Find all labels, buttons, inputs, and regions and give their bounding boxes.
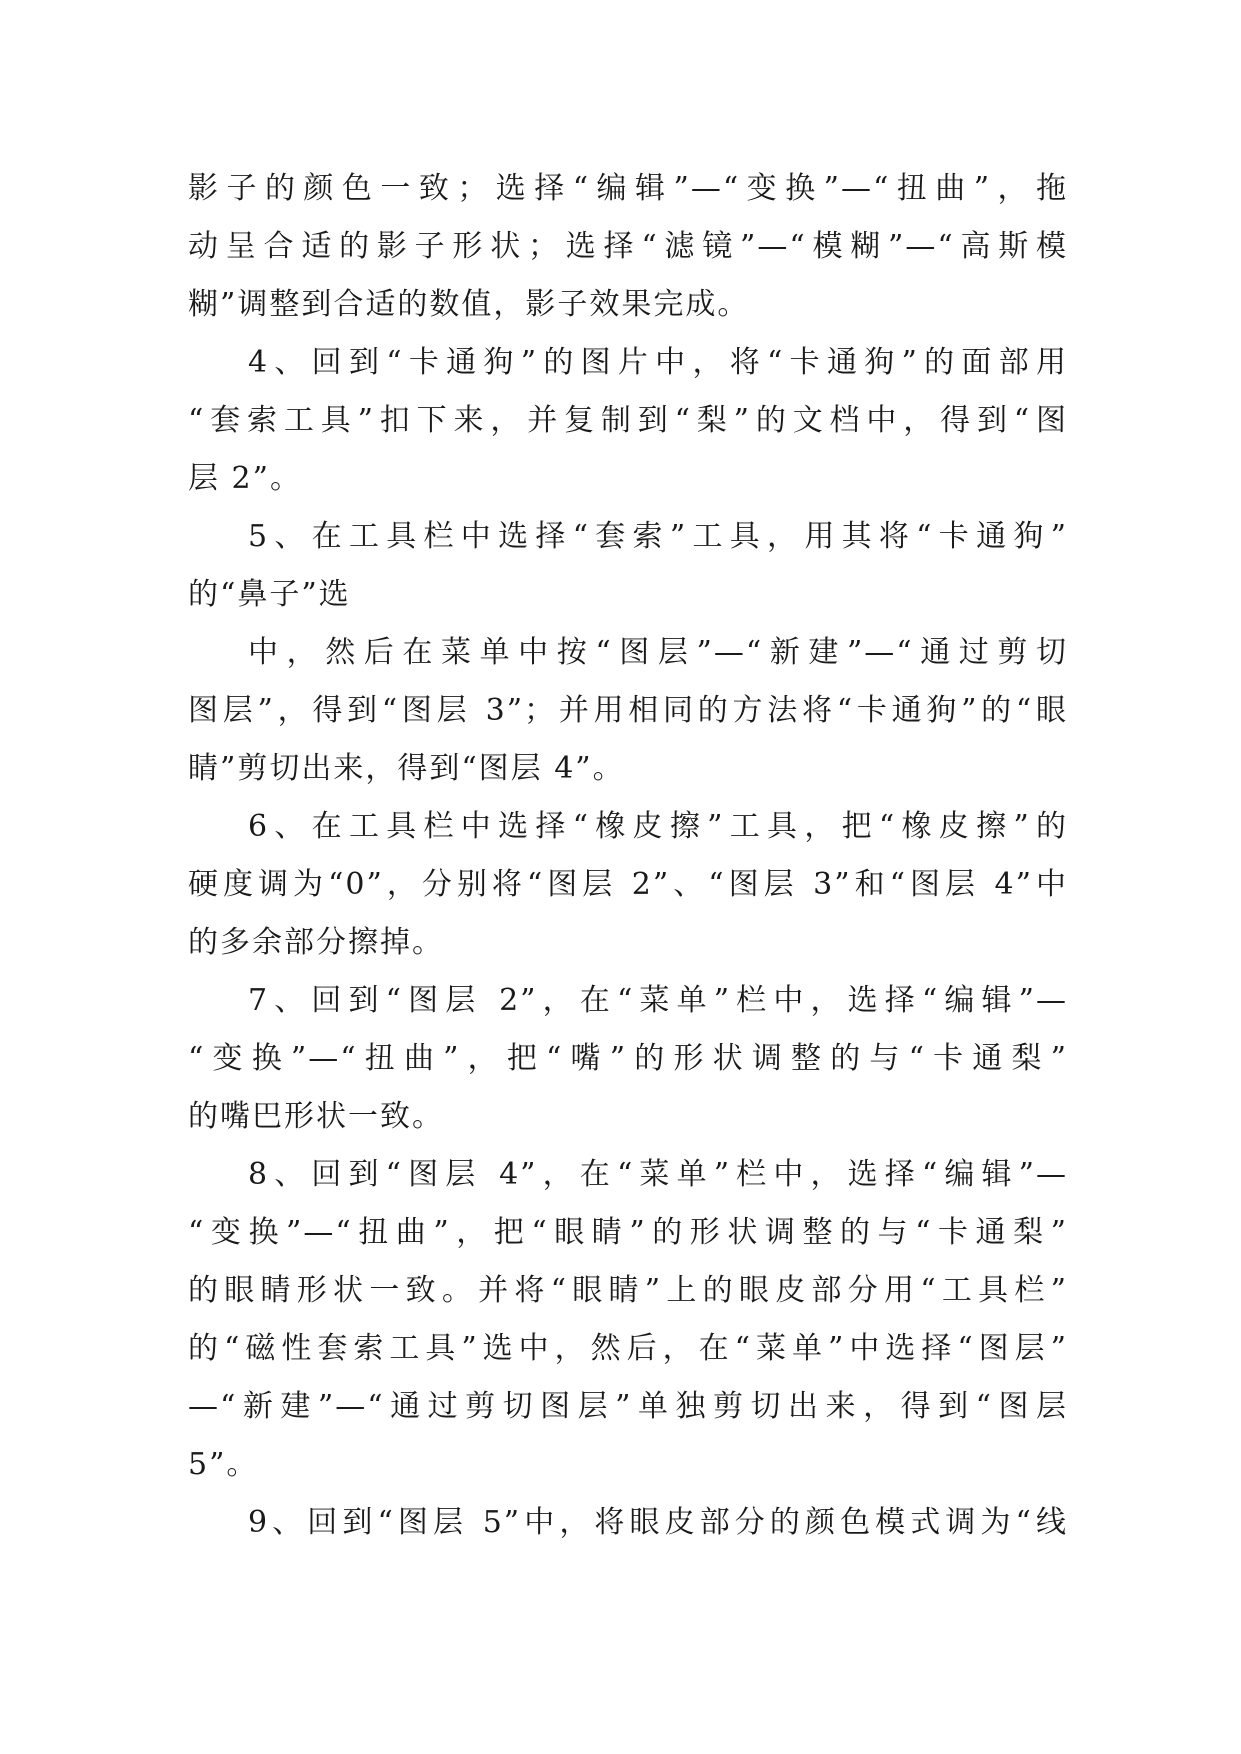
text-line: 的多余部分擦掉。 bbox=[188, 925, 444, 960]
text-line: 中，然后在菜单中按“图层”—“新建”—“通过剪切 bbox=[248, 635, 1068, 670]
text-line: 动呈合适的影子形状；选择“滤镜”—“模糊”—“高斯模 bbox=[188, 229, 1068, 264]
text-line: 的“磁性套索工具”选中，然后，在“菜单”中选择“图层” bbox=[188, 1331, 1068, 1366]
text-line: 6、在工具栏中选择“橡皮擦”工具，把“橡皮擦”的 bbox=[248, 809, 1068, 844]
text-line: 8、回到“图层 4”，在“菜单”栏中，选择“编辑”— bbox=[248, 1157, 1068, 1192]
text-line: —“新建”—“通过剪切图层”单独剪切出来，得到“图层 bbox=[188, 1389, 1068, 1424]
text-line: 的嘴巴形状一致。 bbox=[188, 1099, 444, 1134]
text-line: 层 2”。 bbox=[188, 461, 302, 496]
text-line: 糊”调整到合适的数值，影子效果完成。 bbox=[188, 287, 750, 322]
text-line: “变换”—“扭曲”，把“眼睛”的形状调整的与“卡通梨” bbox=[188, 1215, 1068, 1250]
document-body bbox=[188, 160, 1068, 1552]
text-line: 图层”，得到“图层 3”；并用相同的方法将“卡通狗”的“眼 bbox=[188, 693, 1068, 728]
text-line: 硬度调为“0”，分别将“图层 2”、“图层 3”和“图层 4”中 bbox=[188, 867, 1068, 902]
text-line: 的“鼻子”选 bbox=[188, 577, 351, 612]
text-line: 5”。 bbox=[188, 1447, 259, 1482]
text-line: “变换”—“扭曲”，把“嘴”的形状调整的与“卡通梨” bbox=[188, 1041, 1068, 1076]
text-line: 5、在工具栏中选择“套索”工具，用其将“卡通狗” bbox=[248, 519, 1068, 554]
text-line: 7、回到“图层 2”，在“菜单”栏中，选择“编辑”— bbox=[248, 983, 1068, 1018]
text-line: 4、回到“卡通狗”的图片中，将“卡通狗”的面部用 bbox=[248, 345, 1068, 380]
text-line: 睛”剪切出来，得到“图层 4”。 bbox=[188, 751, 625, 786]
text-line: 9、回到“图层 5”中，将眼皮部分的颜色模式调为“线 bbox=[248, 1505, 1068, 1540]
text-line: “套索工具”扣下来，并复制到“梨”的文档中，得到“图 bbox=[188, 403, 1068, 438]
text-line: 的眼睛形状一致。并将“眼睛”上的眼皮部分用“工具栏” bbox=[188, 1273, 1068, 1308]
text-line: 影子的颜色一致；选择“编辑”—“变换”—“扭曲”，拖 bbox=[188, 171, 1068, 206]
